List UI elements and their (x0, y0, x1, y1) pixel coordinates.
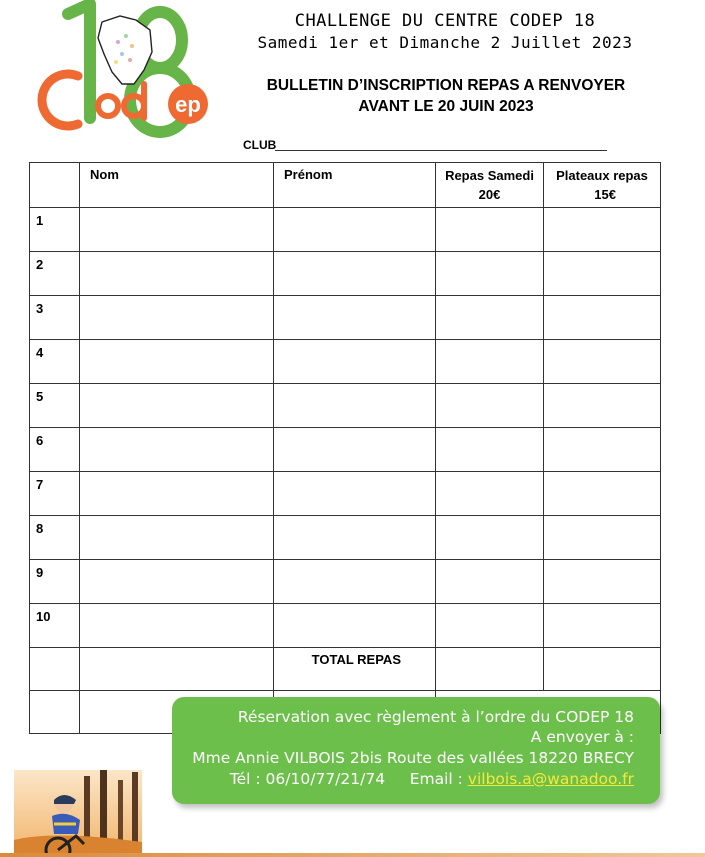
nom-cell[interactable] (80, 296, 274, 340)
col-plateaux-header (544, 163, 661, 208)
row-number: 1 (30, 208, 80, 252)
samedi-cell[interactable] (436, 560, 544, 604)
nom-cell[interactable] (80, 516, 274, 560)
total-empty-cell (30, 648, 80, 691)
total-plateaux-cell[interactable] (544, 648, 661, 691)
send-to-label: A envoyer à : (530, 728, 634, 746)
logo-text-ep: ep (175, 92, 201, 117)
col-samedi-price: 20€ (478, 187, 501, 202)
samedi-cell[interactable] (436, 472, 544, 516)
plateaux-cell[interactable] (544, 208, 661, 252)
prenom-cell[interactable] (274, 340, 436, 384)
prenom-cell[interactable] (274, 384, 436, 428)
form-title: BULLETIN D’INSCRIPTION REPAS A RENVOYER (266, 77, 626, 94)
total-repas-label: TOTAL REPAS (311, 652, 401, 667)
col-number-header (30, 163, 80, 208)
row-number: 4 (30, 340, 80, 384)
samedi-cell[interactable] (436, 296, 544, 340)
contact-address: Mme Annie VILBOIS 2bis Route des vallées 18220 BRECY (192, 749, 634, 767)
nom-cell[interactable] (80, 208, 274, 252)
email-label: Email : (409, 770, 463, 788)
table-row (30, 428, 661, 472)
registration-table (29, 162, 661, 734)
form-deadline: AVANT LE 20 JUIN 2023 (358, 98, 534, 115)
table-row (30, 560, 661, 604)
bottom-accent-bar (0, 853, 705, 857)
prenom-cell[interactable] (274, 516, 436, 560)
nom-cell[interactable] (80, 472, 274, 516)
contact-phone-email (230, 770, 634, 788)
total-repas-label-cell (274, 648, 436, 691)
samedi-cell[interactable] (436, 208, 544, 252)
col-nom-header: Nom (80, 163, 274, 208)
plateaux-cell[interactable] (544, 604, 661, 648)
prenom-cell[interactable] (274, 296, 436, 340)
table-row (30, 384, 661, 428)
row-number: 10 (30, 604, 80, 648)
table-row (30, 252, 661, 296)
row-number: 8 (30, 516, 80, 560)
samedi-cell[interactable] (436, 384, 544, 428)
row-number: 7 (30, 472, 80, 516)
prenom-cell[interactable] (274, 472, 436, 516)
samedi-cell[interactable] (436, 252, 544, 296)
payment-instruction: Réservation avec règlement à l’ordre du CODEP 18 (237, 708, 634, 726)
event-dates: Samedi 1er et Dimanche 2 Juillet 2023 (257, 33, 633, 52)
row-number: 2 (30, 252, 80, 296)
event-title: CHALLENGE DU CENTRE CODEP 18 (294, 11, 596, 31)
total-repas-row (30, 648, 661, 691)
plateaux-cell[interactable] (544, 340, 661, 384)
table-row (30, 296, 661, 340)
total-empty-cell (80, 648, 274, 691)
samedi-cell[interactable] (436, 604, 544, 648)
prenom-cell[interactable] (274, 560, 436, 604)
codep18-logo (28, 0, 218, 142)
col-samedi-label: Repas Samedi (445, 168, 534, 183)
nom-cell[interactable] (80, 340, 274, 384)
table-row (30, 604, 661, 648)
prenom-cell[interactable] (274, 252, 436, 296)
col-plateaux-price: 15€ (594, 187, 616, 202)
row-number: 9 (30, 560, 80, 604)
plateaux-cell[interactable] (544, 428, 661, 472)
col-prenom-header: Prénom (274, 163, 436, 208)
plateaux-cell[interactable] (544, 472, 661, 516)
nom-cell[interactable] (80, 560, 274, 604)
plateaux-cell[interactable] (544, 252, 661, 296)
table-row (30, 472, 661, 516)
table-row (30, 340, 661, 384)
col-plateaux-label: Plateaux repas (556, 168, 648, 183)
nom-cell[interactable] (80, 604, 274, 648)
nom-cell[interactable] (80, 384, 274, 428)
samedi-cell[interactable] (436, 516, 544, 560)
row-number: 6 (30, 428, 80, 472)
total-samedi-cell[interactable] (436, 648, 544, 691)
samedi-cell[interactable] (436, 428, 544, 472)
plateaux-cell[interactable] (544, 296, 661, 340)
col-samedi-header (436, 163, 544, 208)
plateaux-cell[interactable] (544, 384, 661, 428)
club-input-line[interactable] (275, 150, 607, 151)
club-label: CLUB (243, 138, 277, 152)
contact-phone: Tél : 06/10/77/21/74 (229, 770, 386, 788)
nom-cell[interactable] (80, 252, 274, 296)
prenom-cell[interactable] (274, 604, 436, 648)
nom-cell[interactable] (80, 428, 274, 472)
table-row (30, 208, 661, 252)
email-link[interactable]: vilbois.a@wanadoo.fr (467, 770, 634, 788)
table-header-row (30, 163, 661, 208)
samedi-cell[interactable] (436, 340, 544, 384)
prenom-cell[interactable] (274, 208, 436, 252)
prenom-cell[interactable] (274, 428, 436, 472)
contact-box (172, 697, 660, 804)
table-row (30, 516, 661, 560)
row-number: 5 (30, 384, 80, 428)
cyclist-illustration (14, 770, 142, 857)
somme-empty-cell (30, 691, 80, 734)
plateaux-cell[interactable] (544, 560, 661, 604)
row-number: 3 (30, 296, 80, 340)
plateaux-cell[interactable] (544, 516, 661, 560)
